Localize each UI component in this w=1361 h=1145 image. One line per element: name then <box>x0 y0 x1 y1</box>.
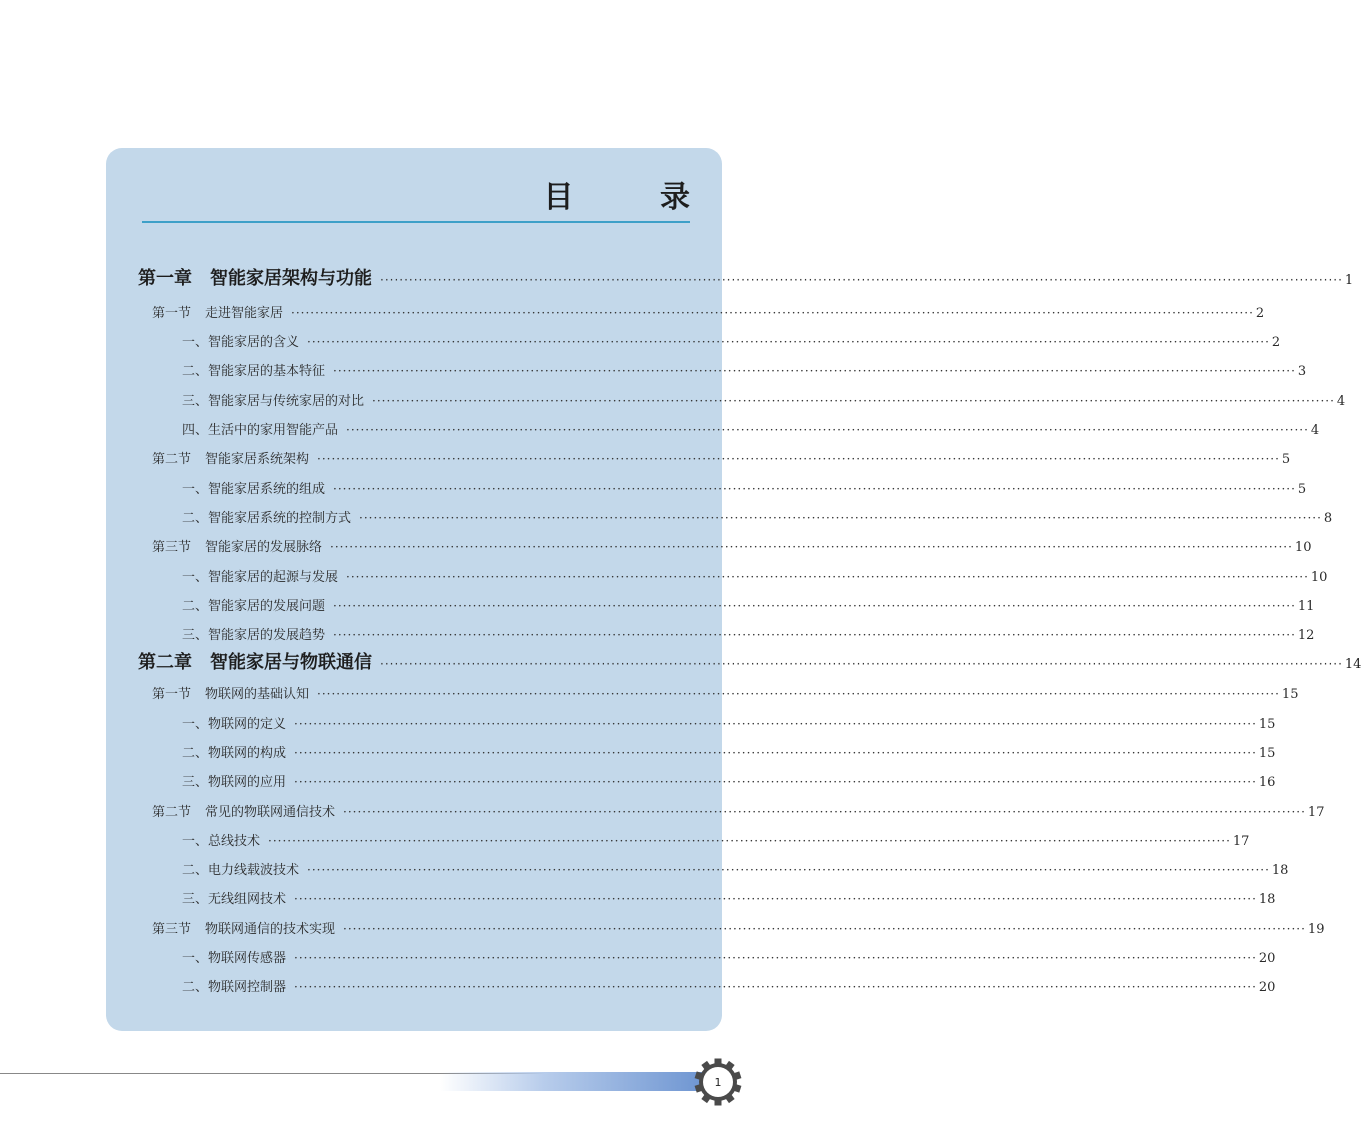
toc-page-number: 3 <box>1297 364 1307 379</box>
toc-entry-title <box>182 596 333 618</box>
page-title: 目 录 <box>543 180 728 215</box>
toc-entry-text: 二、智能家居的发展问题 <box>182 599 326 614</box>
toc-page-number: 5 <box>1297 482 1307 497</box>
toc-leader-dots: ········································································································································································································ <box>294 775 1257 789</box>
toc-entry-title <box>182 361 333 383</box>
toc-leader-dots: ········································································································································································································ <box>307 335 1270 349</box>
toc-page-number: 2 <box>1271 335 1281 350</box>
toc-section <box>152 918 1325 940</box>
toc-page-number: 15 <box>1281 687 1299 702</box>
toc-entry-text: 一、物联网的定义 <box>182 717 287 732</box>
toc-section <box>152 448 1291 470</box>
toc-leader-dots: ········································································································································································································ <box>268 834 1231 848</box>
toc-entry-title <box>152 537 330 559</box>
toc-entry-text: 一、智能家居系统的组成 <box>182 482 326 497</box>
toc-entry-title <box>138 266 380 292</box>
toc-page-number: 16 <box>1258 775 1276 790</box>
toc-leader-dots: ········································································································································································································ <box>346 570 1309 584</box>
toc-leader-dots: ········································································································································································································ <box>372 394 1335 408</box>
footer-gradient-bar <box>440 1072 702 1091</box>
toc-entry-number: 第一节 <box>152 306 192 321</box>
toc-section <box>152 302 1265 324</box>
toc-item <box>182 771 1276 793</box>
toc-leader-dots: ········································································································································································································ <box>291 306 1254 320</box>
toc-item <box>182 976 1276 998</box>
toc-leader-dots: ········································································································································································································ <box>380 657 1343 671</box>
toc-item <box>182 595 1315 617</box>
toc-entry-title <box>182 625 333 647</box>
toc-entry-text: 二、物联网控制器 <box>182 980 287 995</box>
toc-entry-title <box>182 391 372 413</box>
toc-leader-dots: ········································································································································································································ <box>294 717 1257 731</box>
toc-page-number: 4 <box>1336 394 1346 409</box>
toc-leader-dots: ········································································································································································································ <box>330 540 1293 554</box>
toc-entry-text: 二、物联网的构成 <box>182 746 287 761</box>
toc-chapter <box>138 650 1361 676</box>
toc-item <box>182 360 1307 382</box>
toc-entry-number: 第三节 <box>152 540 192 555</box>
toc-entry-text: 一、智能家居的含义 <box>182 335 300 350</box>
toc-page-number: 17 <box>1232 834 1250 849</box>
toc-page-number: 20 <box>1258 951 1276 966</box>
toc-entry-title <box>152 684 317 706</box>
toc-leader-dots: ········································································································································································································ <box>317 687 1280 701</box>
toc-entry-text: 智能家居与物联通信 <box>210 652 372 673</box>
toc-leader-dots: ········································································································································································································ <box>317 452 1280 466</box>
toc-leader-dots: ········································································································································································································ <box>343 805 1306 819</box>
toc-entry-title <box>182 420 346 442</box>
toc-entry-text: 三、物联网的应用 <box>182 775 287 790</box>
toc-entry-text: 物联网通信的技术实现 <box>205 922 336 937</box>
toc-entry-title <box>182 714 294 736</box>
toc-item <box>182 830 1250 852</box>
toc-entry-title <box>182 772 294 794</box>
toc-item <box>182 331 1281 353</box>
toc-section <box>152 683 1299 705</box>
toc-entry-title <box>182 567 346 589</box>
toc-section <box>152 536 1312 558</box>
toc-panel <box>106 148 1361 1031</box>
toc-page-number: 10 <box>1294 540 1312 555</box>
toc-entry-text: 一、物联网传感器 <box>182 951 287 966</box>
toc-item <box>182 859 1289 881</box>
toc-page-number: 1 <box>1344 273 1354 288</box>
toc-page-number: 15 <box>1258 746 1276 761</box>
toc-entry-text: 三、智能家居的发展趋势 <box>182 628 326 643</box>
toc-item <box>182 566 1328 588</box>
toc-entry-title <box>182 332 307 354</box>
toc-entry-text: 二、智能家居系统的控制方式 <box>182 511 352 526</box>
toc-entry-text: 智能家居架构与功能 <box>210 268 372 289</box>
toc-entry-title <box>182 977 294 999</box>
toc-entry-number: 第一节 <box>152 687 192 702</box>
toc-entry-number: 第三节 <box>152 922 192 937</box>
toc-item <box>182 478 1307 500</box>
toc-leader-dots: ········································································································································································································ <box>307 863 1270 877</box>
toc-entry-text: 一、总线技术 <box>182 834 261 849</box>
toc-entry-text: 三、无线组网技术 <box>182 892 287 907</box>
toc-chapter <box>138 266 1354 292</box>
toc-item <box>182 742 1276 764</box>
toc-leader-dots: ········································································································································································································ <box>346 423 1309 437</box>
title-divider <box>142 221 690 223</box>
toc-page-number: 2 <box>1255 306 1265 321</box>
toc-entry-title <box>152 919 343 941</box>
toc-entry-number: 第二章 <box>138 652 192 673</box>
toc-item <box>182 713 1276 735</box>
toc-entry-title <box>182 831 268 853</box>
toc-page-number: 14 <box>1344 657 1361 672</box>
toc-leader-dots: ········································································································································································································ <box>333 628 1296 642</box>
toc-item <box>182 888 1276 910</box>
toc-page-number: 18 <box>1271 863 1289 878</box>
toc-entry-text: 智能家居的发展脉络 <box>205 540 323 555</box>
toc-page-number: 20 <box>1258 980 1276 995</box>
toc-entry-title <box>138 650 380 676</box>
toc-entry-text: 二、智能家居的基本特征 <box>182 364 326 379</box>
toc-leader-dots: ········································································································································································································ <box>359 511 1322 525</box>
toc-entry-title <box>152 449 317 471</box>
toc-entry-number: 第一章 <box>138 268 192 289</box>
toc-item <box>182 507 1333 529</box>
toc-entry-text: 一、智能家居的起源与发展 <box>182 570 339 585</box>
toc-page-number: 10 <box>1310 570 1328 585</box>
toc-leader-dots: ········································································································································································································ <box>333 599 1296 613</box>
toc-entry-text: 常见的物联网通信技术 <box>205 805 336 820</box>
toc-entry-title <box>182 889 294 911</box>
toc-leader-dots: ········································································································································································································ <box>294 951 1257 965</box>
toc-entry-text: 三、智能家居与传统家居的对比 <box>182 394 365 409</box>
toc-entry-title <box>152 802 343 824</box>
toc-entry-title <box>182 479 333 501</box>
toc-page-number: 15 <box>1258 717 1276 732</box>
toc-entry-text: 物联网的基础认知 <box>205 687 310 702</box>
toc-entry-number: 第二节 <box>152 805 192 820</box>
toc-item <box>182 947 1276 969</box>
toc-entry-text: 二、电力线载波技术 <box>182 863 300 878</box>
toc-page-number: 5 <box>1281 452 1291 467</box>
toc-page-number: 4 <box>1310 423 1320 438</box>
toc-page-number: 17 <box>1307 805 1325 820</box>
toc-entry-title <box>182 508 359 530</box>
toc-leader-dots: ········································································································································································································ <box>380 273 1343 287</box>
page-number: 1 <box>714 1075 722 1089</box>
toc-leader-dots: ········································································································································································································ <box>294 980 1257 994</box>
toc-entry-text: 四、生活中的家用智能产品 <box>182 423 339 438</box>
toc-entry-text: 智能家居系统架构 <box>205 452 310 467</box>
toc-entry-text: 走进智能家居 <box>205 306 284 321</box>
toc-leader-dots: ········································································································································································································ <box>294 746 1257 760</box>
toc-entry-title <box>182 860 307 882</box>
toc-entry-number: 第二节 <box>152 452 192 467</box>
toc-page-number: 11 <box>1297 599 1315 614</box>
toc-entry-title <box>182 743 294 765</box>
toc-page-number: 18 <box>1258 892 1276 907</box>
toc-leader-dots: ········································································································································································································ <box>333 482 1296 496</box>
toc-page-number: 12 <box>1297 628 1315 643</box>
toc-leader-dots: ········································································································································································································ <box>294 892 1257 906</box>
toc-item <box>182 419 1320 441</box>
toc-page-number: 8 <box>1323 511 1333 526</box>
toc-leader-dots: ········································································································································································································ <box>343 922 1306 936</box>
toc-page-number: 19 <box>1307 922 1325 937</box>
toc-entry-title <box>152 303 291 325</box>
toc-leader-dots: ········································································································································································································ <box>333 364 1296 378</box>
toc-item <box>182 624 1315 646</box>
toc-section <box>152 801 1325 823</box>
toc-entry-title <box>182 948 294 970</box>
toc-item <box>182 390 1346 412</box>
